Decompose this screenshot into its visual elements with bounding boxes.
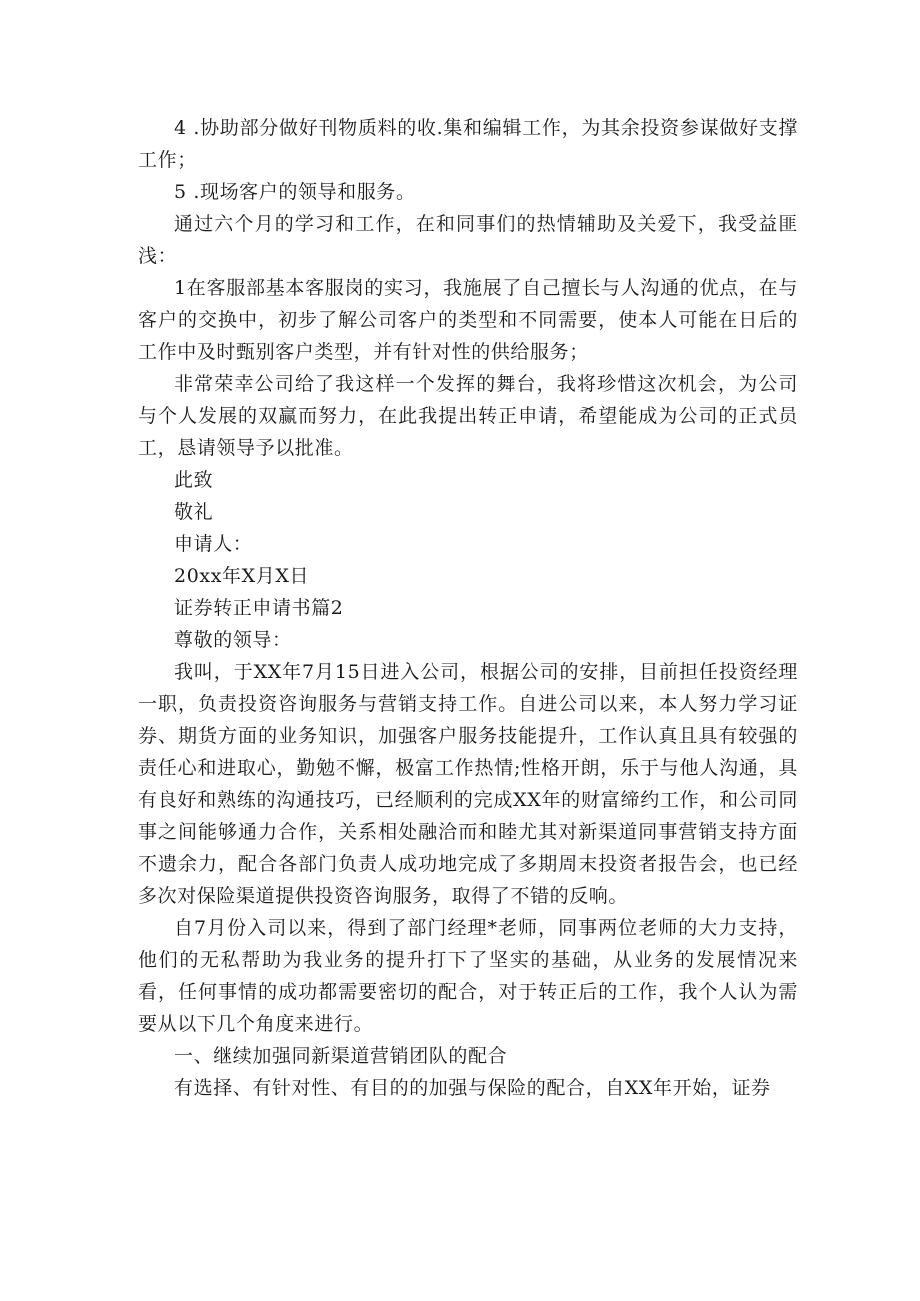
- section-title: 证券转正申请书篇2: [174, 597, 344, 619]
- paragraph-self-intro: 我叫，于XX年7月15日进入公司，根据公司的安排，目前担任投资经理一职，负责投资咨询服务与营销支持工作。自进公司以来，本人努力学习证券、期货方面的业务知识，加强客户服务技能提升，工作认真且具有较强的责任心和进取心，勤勉不懈，极富工作热情;性格开朗，乐于与他人沟通，具有良好和熟练的沟通技巧，已经顺利的完成XX年的财富缔约工作，和公司同事之间能够通力合作，关系相处融洽而和睦尤其对新渠道同事营销支持方面不遗余力，配合各部门负责人成功地完成了多期周末投资者报告会，也已经多次对保险渠道提供投资咨询服务，取得了不错的反响。: [138, 661, 798, 907]
- date-line: 20xx年X月X日: [174, 565, 310, 587]
- document-body: [138, 112, 798, 1104]
- applicant-label: 申请人：: [174, 533, 253, 555]
- closing-jingli: 敬礼: [174, 501, 214, 523]
- paragraph-last: 有选择、有针对性、有目的的加强与保险的配合，自XX年开始，证券: [174, 1077, 771, 1099]
- paragraph-support: 自7月份入司以来，得到了部门经理*老师，同事两位老师的大力支持，他们的无私帮助为我业务的提升打下了坚实的基础，从业务的发展情况来看，任何事情的成功都需要密切的配合，对于转正后的工作，我个人认为需要从以下几个角度来进行。: [138, 917, 798, 1035]
- salutation: 尊敬的领导：: [174, 629, 292, 651]
- paragraph-item-4: 4 .协助部分做好刊物质料的收.集和编辑工作，为其余投资参谋做好支撑工作；: [138, 117, 798, 171]
- paragraph-learning-intro: 通过六个月的学习和工作，在和同事们的热情辅助及关爱下，我受益匪浅：: [138, 213, 798, 267]
- closing-cizhi: 此致: [174, 469, 214, 491]
- paragraph-customer-service: 1在客服部基本客服岗的实习，我施展了自己擅长与人沟通的优点，在与客户的交换中，初步了解公司客户的类型和不同需要，使本人可能在日后的工作中及时甄别客户类型，并有针对性的供给服务；: [138, 277, 798, 363]
- paragraph-item-5: 5 .现场客户的领导和服务。: [174, 181, 416, 203]
- heading-one: 一、继续加强同新渠道营销团队的配合: [174, 1045, 508, 1067]
- paragraph-request: 非常荣幸公司给了我这样一个发挥的舞台，我将珍惜这次机会，为公司与个人发展的双赢而努力，在此我提出转正申请，希望能成为公司的正式员工，恳请领导予以批准。: [138, 373, 798, 459]
